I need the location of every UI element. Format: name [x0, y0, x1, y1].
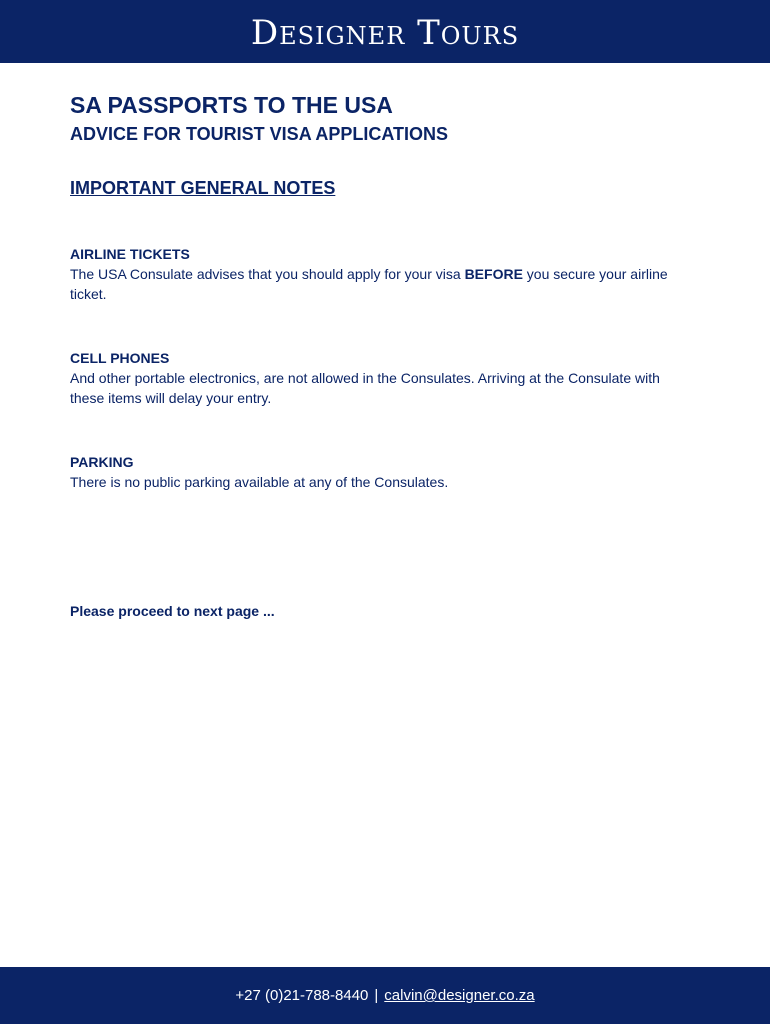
footer-phone: +27 (0)21-788-8440 — [235, 987, 369, 1004]
section-body: And other portable electronics, are not allowed in the Consulates. Arriving at the Consulate with these items will delay your entry. — [70, 370, 660, 406]
section-airline-tickets — [70, 244, 690, 304]
footer-bar — [0, 967, 770, 1024]
footer-email-link[interactable]: calvin@designer.co.za — [384, 987, 535, 1004]
document-subtitle: ADVICE FOR TOURIST VISA APPLICATIONS — [70, 124, 449, 144]
proceed-note: Please proceed to next page ... — [70, 603, 275, 619]
document-title: SA PASSPORTS TO THE USA — [70, 92, 393, 118]
footer-separator: | — [374, 987, 379, 1004]
notes-heading: IMPORTANT GENERAL NOTES — [70, 178, 336, 198]
body-emphasis: BEFORE — [464, 266, 523, 282]
section-body — [70, 264, 690, 304]
section-heading: CELL PHONES — [70, 350, 170, 366]
body-text: The USA Consulate advises that you should apply for your visa — [70, 266, 465, 282]
header-bar — [0, 0, 770, 63]
body-text: you secure your airline ticket. — [70, 266, 668, 302]
section-body: There is no public parking available at any of the Consulates. — [70, 474, 449, 490]
document-content — [70, 90, 690, 619]
section-cell-phones — [70, 348, 690, 408]
section-parking — [70, 452, 690, 492]
brand-title: Designer Tours — [250, 12, 520, 53]
section-heading: PARKING — [70, 454, 134, 470]
section-heading: AIRLINE TICKETS — [70, 246, 190, 262]
